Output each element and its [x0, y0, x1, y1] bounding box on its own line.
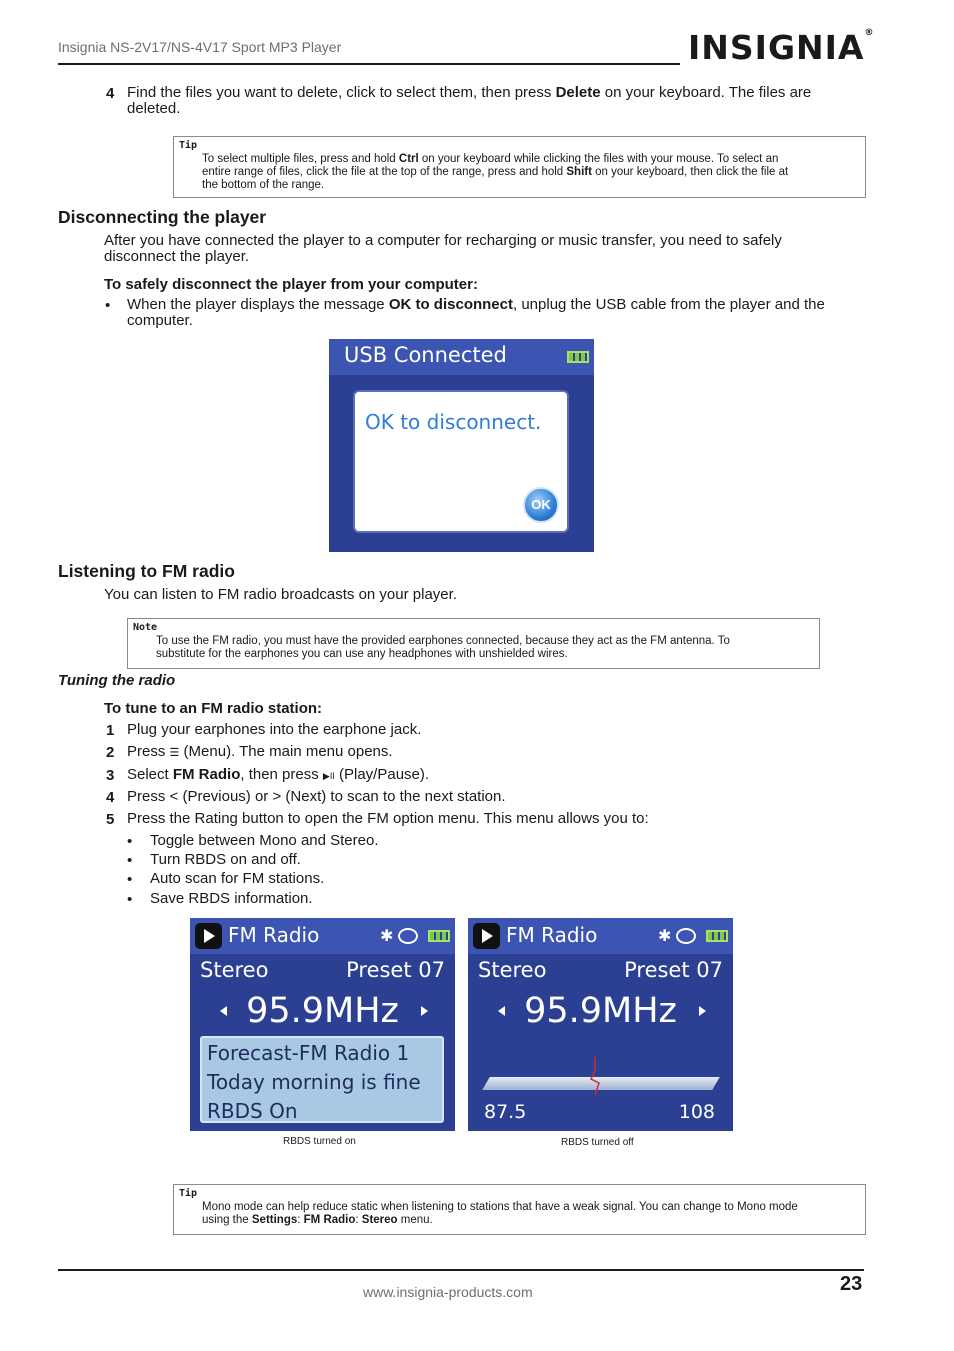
note-box: [127, 618, 820, 669]
step-text: Press the Rating button to open the FM option menu. This menu allows you to:: [127, 810, 649, 827]
screen-title-bar: [329, 339, 594, 375]
procedure-heading: To safely disconnect the player from your computer:: [104, 276, 478, 293]
bluetooth-icon: ✱: [658, 928, 672, 945]
menu-icon: ☰: [169, 747, 180, 759]
note-text: To use the FM radio, you must have the provided earphones connected, because they act as the FM antenna. To substitute for the earphones you can use any headphones with unshielded wires.: [156, 635, 730, 660]
bullet-text: Save RBDS information.: [150, 890, 313, 907]
rbds-line: Today morning is fine: [207, 1070, 421, 1094]
band-low-label: 87.5: [484, 1101, 527, 1123]
bullet: •: [127, 852, 133, 869]
preset-label: Preset 07: [624, 958, 723, 982]
step-number: 2: [106, 744, 115, 761]
fm-radio-screen-rbds-off: [468, 918, 733, 1131]
next-arrow-icon: [421, 1006, 428, 1016]
stereo-mode: Stereo: [478, 958, 547, 982]
subsection-heading: Tuning the radio: [58, 672, 176, 689]
step-text: Plug your earphones into the earphone jack.: [127, 721, 422, 738]
procedure-heading: To tune to an FM radio station:: [104, 700, 323, 717]
step-text: Find the files you want to delete, click to select them, then press Delete on your keyboard. The files are deleted.: [127, 84, 812, 117]
bullet: •: [105, 297, 111, 314]
tip-label: Tip: [179, 1188, 198, 1199]
paragraph: After you have connected the player to a computer for recharging or music transfer, you need to safely disconnect the player.: [104, 232, 782, 265]
step-text: Press < (Previous) or > (Next) to scan to the next station.: [127, 788, 506, 805]
step-number: 1: [106, 722, 115, 739]
ok-button: OK: [523, 487, 559, 523]
battery-icon: [706, 930, 728, 942]
stereo-mode: Stereo: [200, 958, 269, 982]
rbds-line: RBDS On: [207, 1099, 298, 1123]
play-pause-icon: ▶II: [322, 771, 335, 781]
play-icon: [473, 923, 500, 949]
play-icon: [195, 923, 222, 949]
figure-caption: RBDS turned on: [283, 1136, 356, 1147]
step-text: Select FM Radio, then press ▶II (Play/Pause).: [127, 766, 430, 783]
battery-icon: [567, 351, 589, 363]
frequency-display: 95.9MHz: [246, 991, 399, 1031]
screen-title-bar: [468, 918, 733, 954]
dialog-message: OK to disconnect.: [365, 410, 542, 434]
tuning-scale: [482, 1077, 720, 1090]
screen-title: FM Radio: [228, 923, 320, 947]
next-icon: >: [272, 788, 282, 805]
battery-icon: [428, 930, 450, 942]
fm-radio-screen-rbds-on: [190, 918, 455, 1131]
frequency-display: 95.9MHz: [524, 991, 677, 1031]
footer-url: www.insignia-products.com: [363, 1284, 533, 1300]
rbds-info-box: [200, 1036, 444, 1123]
previous-icon: <: [169, 788, 179, 805]
bullet-text: Toggle between Mono and Stereo.: [150, 832, 379, 849]
figure-caption: RBDS turned off: [561, 1137, 634, 1148]
bullet: •: [127, 871, 133, 888]
dialog: [353, 390, 569, 533]
step-number: 4: [106, 85, 115, 102]
tip-text: Mono mode can help reduce static when listening to stations that have a weak signal. You can change to Mono mode using the Settings: FM Radio: Stereo menu.: [202, 1201, 798, 1226]
band-high-label: 108: [678, 1101, 715, 1123]
tip-box: [173, 1184, 866, 1235]
tip-label: Tip: [179, 140, 198, 151]
running-header: Insignia NS-2V17/NS-4V17 Sport MP3 Player: [58, 39, 342, 55]
next-arrow-icon: [699, 1006, 706, 1016]
repeat-icon: [398, 928, 418, 944]
screen-title: FM Radio: [506, 923, 598, 947]
section-heading: Disconnecting the player: [58, 207, 267, 227]
tip-text: To select multiple files, press and hold Ctrl on your keyboard while clicking the files with your mouse. To select an entire range of files, click the file at the top of the range, press and hold Shift on your keyboard, then click the file at the bottom of the range.: [202, 153, 789, 191]
paragraph: You can listen to FM radio broadcasts on your player.: [104, 586, 457, 603]
step-text: Press ☰ (Menu). The main menu opens.: [127, 743, 393, 760]
tip-box: [173, 136, 866, 198]
preset-label: Preset 07: [346, 958, 445, 982]
page-number: 23: [840, 1273, 863, 1295]
screen-title: USB Connected: [344, 343, 507, 367]
section-heading: Listening to FM radio: [58, 561, 235, 581]
bullet-text: When the player displays the message OK to disconnect, unplug the USB cable from the player and the computer.: [127, 296, 825, 329]
bullet: •: [127, 891, 133, 908]
step-number: 3: [106, 767, 115, 784]
step-number: 5: [106, 811, 115, 828]
bullet-text: Auto scan for FM stations.: [150, 870, 325, 887]
step-number: 4: [106, 789, 115, 806]
bluetooth-icon: ✱: [380, 928, 394, 945]
footer-rule: [58, 1269, 864, 1271]
header-rule: [58, 63, 680, 65]
rbds-line: Forecast-FM Radio 1: [207, 1041, 410, 1065]
repeat-icon: [676, 928, 696, 944]
usb-connected-screen: [329, 339, 594, 552]
note-label: Note: [133, 622, 158, 633]
bullet-text: Turn RBDS on and off.: [150, 851, 301, 868]
insignia-logo: INSIGNIA®: [688, 28, 875, 67]
tuning-needle-icon: [589, 1057, 601, 1095]
screen-title-bar: [190, 918, 455, 954]
bullet: •: [127, 833, 133, 850]
